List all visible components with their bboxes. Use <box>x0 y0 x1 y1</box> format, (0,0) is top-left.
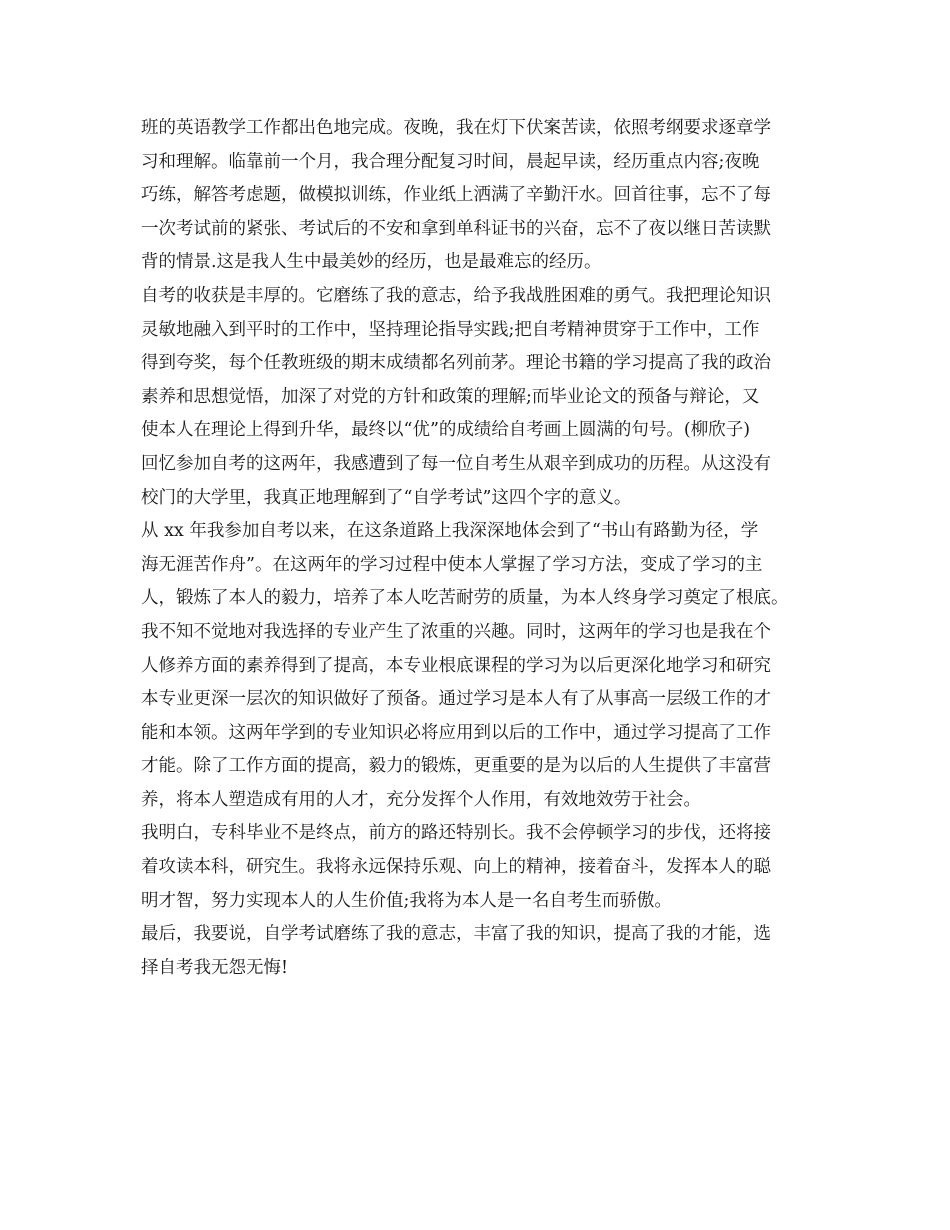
text-line: 素养和思想觉悟，加深了对党的方针和政策的理解;而毕业论文的预备与辩论，又 <box>141 386 760 407</box>
text-line: 最后，我要说，自学考试磨练了我的意志，丰富了我的知识，提高了我的才能，选 <box>141 924 771 945</box>
text-line: 自考的收获是丰厚的。它磨练了我的意志，给予我战胜困难的勇气。我把理论知识 <box>141 285 771 306</box>
text-line: 我明白，专科毕业不是终点，前方的路还特别长。我不会停顿学习的步伐，还将接 <box>141 823 771 844</box>
text-line: 人修养方面的素养得到了提高，本专业根底课程的学习为以后更深化地学习和研究 <box>141 655 771 676</box>
text-line: 我不知不觉地对我选择的专业产生了浓重的兴趣。同时，这两年的学习也是我在个 <box>141 621 771 642</box>
text-line: 灵敏地融入到平时的工作中，坚持理论指导实践;把自考精神贯穿于工作中，工作 <box>141 319 760 340</box>
text-line: 班的英语教学工作都出色地完成。夜晚，我在灯下伏案苦读，依照考纲要求逐章学 <box>141 118 771 138</box>
text-line: 从 xx 年我参加自考以来，在这条道路上我深深地体会到了“书山有路勤为径，学 <box>141 521 759 542</box>
text-line: 本专业更深一层次的知识做好了预备。通过学习是本人有了从事高一层级工作的才 <box>141 689 771 710</box>
text-line: 能和本领。这两年学到的专业知识必将应用到以后的工作中，通过学习提高了工作 <box>141 722 771 743</box>
text-line: 一次考试前的紧张、考试后的不安和拿到单科证书的兴奋，忘不了夜以继日苦读默 <box>141 218 771 239</box>
text-line: 养，将本人塑造成有用的人才，充分发挥个人作用，有效地效劳于社会。 <box>141 789 701 810</box>
text-line: 择自考我无怨无悔! <box>141 957 289 978</box>
text-line: 海无涯苦作舟”。在这两年的学习过程中使本人掌握了学习方法，变成了学习的主 <box>141 554 763 575</box>
text-line: 巧练，解答考虑题，做模拟训练，作业纸上洒满了辛勤汗水。回首往事，忘不了每 <box>141 185 771 206</box>
text-line: 人，锻炼了本人的毅力，培养了本人吃苦耐劳的质量，为本人终身学习奠定了根底。 <box>141 588 789 609</box>
text-line: 回忆参加自考的这两年，我感遭到了每一位自考生从艰辛到成功的历程。从这没有 <box>141 453 771 474</box>
text-line: 明才智，努力实现本人的人生价值;我将为本人是一名自考生而骄傲。 <box>141 890 672 911</box>
text-line: 校门的大学里，我真正地理解到了“自学考试”这四个字的意义。 <box>141 487 632 508</box>
text-line: 得到夸奖，每个任教班级的期末成绩都名列前茅。理论书籍的学习提高了我的政治 <box>141 353 771 374</box>
text-line: 着攻读本科，研究生。我将永远保持乐观、向上的精神，接着奋斗，发挥本人的聪 <box>141 857 771 878</box>
text-line: 习和理解。临靠前一个月，我合理分配复习时间，晨起早读，经历重点内容;夜晚 <box>141 151 760 172</box>
text-line: 使本人在理论上得到升华，最终以“优”的成绩给自考画上圆满的句号。(柳欣子) <box>141 420 751 441</box>
text-line: 才能。除了工作方面的提高，毅力的锻炼，更重要的是为以后的人生提供了丰富营 <box>141 756 771 777</box>
document-body <box>141 112 821 985</box>
text-line: 背的情景.这是我人生中最美妙的经历，也是最难忘的经历。 <box>141 252 602 273</box>
